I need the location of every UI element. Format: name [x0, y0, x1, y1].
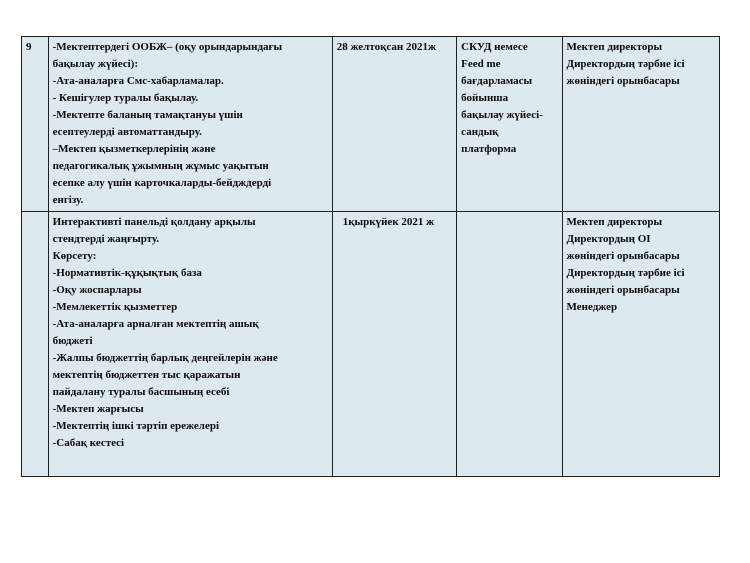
responsible-line: Директордың тәрбие ісі	[566, 267, 685, 279]
description-line: мектептің бюджеттен тыс қаражатын	[52, 369, 241, 381]
description-line: -Мектептердегі ООБЖ– (оқу орындарындағы	[52, 41, 283, 53]
description-line: стендтерді жаңғырту.	[52, 233, 160, 245]
description-line: -Сабақ кестесі	[52, 437, 125, 449]
responsible-line: жөніндегі орынбасары	[566, 250, 680, 262]
responsible-line: Мектеп директоры	[566, 41, 663, 53]
table-row	[22, 37, 720, 212]
deadline-date: 28 желтоқсан 2021ж	[336, 41, 436, 53]
description-line: -Мектепте баланың тамақтануы үшін	[52, 109, 243, 121]
responsible-cell	[562, 212, 720, 477]
description-line: енгізу.	[52, 194, 84, 206]
description-line: -Мемлекеттік қызметтер	[52, 301, 178, 313]
description-line: есептеулерді автоматтандыру.	[52, 126, 202, 138]
description-line: -Мектептің ішкі тәртіп ережелері	[52, 420, 220, 432]
system-line: платформа	[461, 143, 517, 155]
description-line: -Жалпы бюджеттің барлық деңгейлерін және	[52, 352, 278, 364]
system-line: Feed me	[461, 58, 501, 70]
deadline-date: 1қыркүйек 2021 ж	[342, 216, 435, 228]
description-cell	[48, 37, 332, 212]
responsible-cell	[562, 37, 720, 212]
description-line: пайдалану туралы басшының есебі	[52, 386, 230, 398]
description-line: бақылау жүйесі):	[52, 58, 138, 70]
date-cell	[332, 212, 456, 477]
description-cell	[48, 212, 332, 477]
description-line: педагогикалық ұжымның жұмыс уақытын	[52, 160, 269, 172]
description-line: -Ата-аналарға Смс-хабарламалар.	[52, 75, 224, 87]
system-cell	[457, 37, 562, 212]
system-line: СКУД немесе	[461, 41, 528, 53]
row-number-cell	[22, 37, 49, 212]
description-line: Интерактивті панельді қолдану арқылы	[52, 216, 256, 228]
system-line: бойынша	[461, 92, 509, 104]
date-cell	[332, 37, 456, 212]
system-line: бағдарламасы	[461, 75, 533, 87]
description-line: -Ата-аналарға арналған мектептің ашық	[52, 318, 259, 330]
responsible-line: жөніндегі орынбасары	[566, 284, 680, 296]
description-line: есепке алу үшін карточкаларды-бейдждерді	[52, 177, 272, 189]
description-line: Көрсету:	[52, 250, 97, 262]
description-line: бюджеті	[52, 335, 93, 347]
row-number-cell	[22, 212, 49, 477]
row-number: 9	[26, 41, 32, 53]
system-line: сандық	[461, 126, 499, 138]
responsible-line: Мектеп директоры	[566, 216, 663, 228]
table-row	[22, 212, 720, 477]
responsible-line: жөніндегі орынбасары	[566, 75, 680, 87]
description-line: –Мектеп қызметкерлерінің және	[52, 143, 216, 155]
description-line: -Оқу жоспарлары	[52, 284, 142, 296]
responsible-line: Директордың ОІ	[566, 233, 651, 245]
responsible-line: Директордың тәрбие ісі	[566, 58, 685, 70]
system-cell	[457, 212, 562, 477]
responsible-line: Менеджер	[566, 301, 618, 313]
description-line: - Кешігулер туралы бақылау.	[52, 92, 199, 104]
description-line: -Нормативтік-құқықтық база	[52, 267, 202, 279]
action-plan-table	[21, 36, 720, 477]
description-line: -Мектеп жарғысы	[52, 403, 144, 415]
system-line: бақылау жүйесі-	[461, 109, 543, 121]
